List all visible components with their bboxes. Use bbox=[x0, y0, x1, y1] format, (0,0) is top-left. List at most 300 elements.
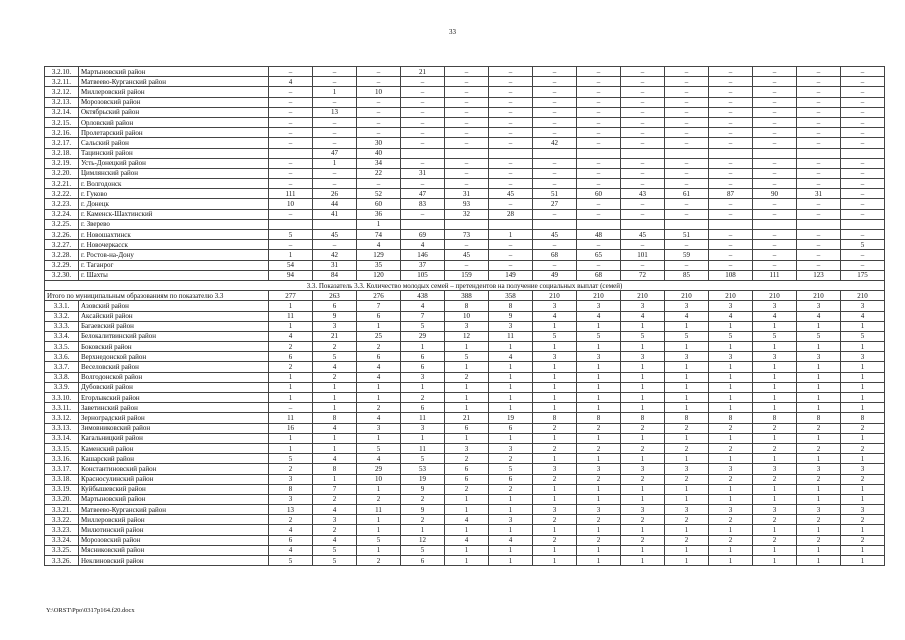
value-cell: 3 bbox=[797, 464, 841, 474]
value-cell: 1 bbox=[665, 545, 709, 555]
value-cell: 6 bbox=[445, 464, 489, 474]
municipality-name: Мясниковский район bbox=[79, 545, 269, 555]
row-number: 3.3.15. bbox=[45, 443, 79, 453]
value-cell: – bbox=[665, 199, 709, 209]
row-number: 3.3.19. bbox=[45, 484, 79, 494]
value-cell: 11 bbox=[401, 413, 445, 423]
value-cell: – bbox=[533, 87, 577, 97]
value-cell: 8 bbox=[709, 413, 753, 423]
value-cell: – bbox=[621, 97, 665, 107]
table-row bbox=[45, 454, 885, 464]
value-cell: 1 bbox=[489, 393, 533, 403]
value-cell: 60 bbox=[577, 189, 621, 199]
value-cell: 1 bbox=[797, 494, 841, 504]
value-cell: – bbox=[709, 138, 753, 148]
municipality-name: Кашарский район bbox=[79, 454, 269, 464]
value-cell: 68 bbox=[533, 250, 577, 260]
value-cell: 8 bbox=[445, 301, 489, 311]
value-cell: 1 bbox=[313, 393, 357, 403]
value-cell: 45 bbox=[445, 250, 489, 260]
value-cell: 1 bbox=[841, 403, 885, 413]
value-cell: 123 bbox=[797, 270, 841, 280]
value-cell: 49 bbox=[533, 270, 577, 280]
value-cell: 11 bbox=[357, 505, 401, 515]
row-number: 3.2.13. bbox=[45, 97, 79, 107]
value-cell: 2 bbox=[665, 423, 709, 433]
value-cell: 1 bbox=[841, 342, 885, 352]
value-cell: – bbox=[269, 168, 313, 178]
value-cell: 12 bbox=[401, 535, 445, 545]
value-cell: 1 bbox=[753, 494, 797, 504]
value-cell: 2 bbox=[577, 474, 621, 484]
value-cell: – bbox=[489, 77, 533, 87]
municipality-name: Красносулинский район bbox=[79, 474, 269, 484]
value-cell: 1 bbox=[753, 484, 797, 494]
value-cell: 2 bbox=[357, 556, 401, 566]
value-cell: 1 bbox=[841, 362, 885, 372]
value-cell: – bbox=[797, 158, 841, 168]
table-row bbox=[45, 230, 885, 240]
value-cell: 2 bbox=[709, 423, 753, 433]
value-cell: 2 bbox=[489, 484, 533, 494]
value-cell: – bbox=[533, 107, 577, 117]
value-cell: – bbox=[841, 179, 885, 189]
value-cell: 3 bbox=[445, 443, 489, 453]
value-cell: – bbox=[313, 117, 357, 127]
value-cell: 2 bbox=[753, 535, 797, 545]
value-cell: 37 bbox=[401, 260, 445, 270]
value-cell: 53 bbox=[401, 464, 445, 474]
value-cell bbox=[841, 219, 885, 229]
value-cell bbox=[709, 219, 753, 229]
value-cell: 6 bbox=[489, 423, 533, 433]
value-cell: 1 bbox=[577, 525, 621, 535]
value-cell: 74 bbox=[357, 230, 401, 240]
value-cell: – bbox=[445, 240, 489, 250]
value-cell: 5 bbox=[753, 331, 797, 341]
value-cell: – bbox=[709, 260, 753, 270]
value-cell: – bbox=[753, 230, 797, 240]
value-cell: 4 bbox=[313, 362, 357, 372]
value-cell: 1 bbox=[753, 372, 797, 382]
value-cell: – bbox=[533, 117, 577, 127]
table-row bbox=[45, 138, 885, 148]
value-cell: 1 bbox=[313, 403, 357, 413]
value-cell: – bbox=[753, 260, 797, 270]
value-cell: – bbox=[621, 77, 665, 87]
value-cell: – bbox=[621, 260, 665, 270]
value-cell: 5 bbox=[665, 331, 709, 341]
value-cell: 1 bbox=[621, 403, 665, 413]
value-cell: 7 bbox=[357, 301, 401, 311]
value-cell: 175 bbox=[841, 270, 885, 280]
value-cell: – bbox=[489, 199, 533, 209]
row-number: 3.2.11. bbox=[45, 77, 79, 87]
value-cell: 5 bbox=[577, 331, 621, 341]
value-cell: 93 bbox=[445, 199, 489, 209]
value-cell: 1 bbox=[577, 393, 621, 403]
value-cell: 1 bbox=[797, 454, 841, 464]
value-cell: 3 bbox=[665, 464, 709, 474]
value-cell: 5 bbox=[709, 331, 753, 341]
value-cell bbox=[533, 148, 577, 158]
value-cell: 1 bbox=[797, 525, 841, 535]
value-cell: – bbox=[533, 97, 577, 107]
value-cell: 1 bbox=[269, 321, 313, 331]
value-cell: – bbox=[489, 67, 533, 77]
municipality-name: Егорлыкский район bbox=[79, 393, 269, 403]
value-cell: 4 bbox=[665, 311, 709, 321]
value-cell: 2 bbox=[797, 515, 841, 525]
value-cell: 25 bbox=[357, 331, 401, 341]
value-cell: 1 bbox=[533, 556, 577, 566]
value-cell: – bbox=[445, 117, 489, 127]
value-cell: 2 bbox=[577, 443, 621, 453]
row-number: 3.2.21. bbox=[45, 179, 79, 189]
value-cell: 3 bbox=[621, 464, 665, 474]
total-value-cell: 277 bbox=[269, 291, 313, 301]
value-cell: 2 bbox=[357, 342, 401, 352]
row-number: 3.3.26. bbox=[45, 556, 79, 566]
value-cell: 3 bbox=[577, 301, 621, 311]
value-cell: 11 bbox=[269, 311, 313, 321]
value-cell: 3 bbox=[797, 352, 841, 362]
value-cell: 2 bbox=[269, 362, 313, 372]
value-cell: 4 bbox=[313, 423, 357, 433]
row-number: 3.2.10. bbox=[45, 67, 79, 77]
value-cell: 13 bbox=[269, 505, 313, 515]
value-cell: 2 bbox=[665, 535, 709, 545]
table-row bbox=[45, 189, 885, 199]
value-cell bbox=[797, 148, 841, 158]
value-cell: 1 bbox=[533, 454, 577, 464]
value-cell: – bbox=[797, 128, 841, 138]
value-cell: 6 bbox=[401, 556, 445, 566]
value-cell: 3 bbox=[665, 352, 709, 362]
value-cell: 4 bbox=[357, 240, 401, 250]
value-cell: 4 bbox=[797, 311, 841, 321]
value-cell: 8 bbox=[313, 464, 357, 474]
municipality-name: Мартыновский район bbox=[79, 67, 269, 77]
value-cell: 1 bbox=[841, 545, 885, 555]
value-cell: 6 bbox=[357, 311, 401, 321]
value-cell: – bbox=[665, 168, 709, 178]
value-cell: 16 bbox=[269, 423, 313, 433]
value-cell: 1 bbox=[709, 362, 753, 372]
value-cell: – bbox=[841, 128, 885, 138]
value-cell: 3 bbox=[621, 505, 665, 515]
value-cell: 54 bbox=[269, 260, 313, 270]
value-cell bbox=[401, 219, 445, 229]
value-cell: 3 bbox=[357, 423, 401, 433]
row-number: 3.3.24. bbox=[45, 535, 79, 545]
row-number: 3.2.23. bbox=[45, 199, 79, 209]
table-row bbox=[45, 362, 885, 372]
row-number: 3.3.14. bbox=[45, 433, 79, 443]
value-cell: 1 bbox=[269, 301, 313, 311]
value-cell: 2 bbox=[577, 515, 621, 525]
row-number: 3.3.5. bbox=[45, 342, 79, 352]
value-cell: – bbox=[357, 77, 401, 87]
value-cell: 6 bbox=[269, 535, 313, 545]
value-cell: – bbox=[489, 240, 533, 250]
value-cell: 1 bbox=[665, 372, 709, 382]
value-cell: 29 bbox=[357, 464, 401, 474]
value-cell: 1 bbox=[709, 545, 753, 555]
value-cell: – bbox=[577, 260, 621, 270]
value-cell bbox=[753, 219, 797, 229]
value-cell: 2 bbox=[401, 393, 445, 403]
value-cell: – bbox=[709, 209, 753, 219]
value-cell: 4 bbox=[489, 352, 533, 362]
value-cell: 1 bbox=[841, 494, 885, 504]
value-cell: – bbox=[357, 128, 401, 138]
value-cell: 1 bbox=[357, 433, 401, 443]
value-cell: 4 bbox=[533, 311, 577, 321]
value-cell: – bbox=[621, 179, 665, 189]
table-row bbox=[45, 67, 885, 77]
value-cell: – bbox=[269, 240, 313, 250]
value-cell: 2 bbox=[533, 474, 577, 484]
value-cell: – bbox=[577, 209, 621, 219]
value-cell: 1 bbox=[445, 556, 489, 566]
value-cell: 1 bbox=[533, 393, 577, 403]
table-row bbox=[45, 494, 885, 504]
value-cell: 1 bbox=[445, 494, 489, 504]
value-cell: – bbox=[269, 179, 313, 189]
row-number: 3.3.13. bbox=[45, 423, 79, 433]
value-cell: 2 bbox=[709, 535, 753, 545]
value-cell: 3 bbox=[841, 505, 885, 515]
table-row bbox=[45, 484, 885, 494]
value-cell: – bbox=[489, 107, 533, 117]
value-cell: 47 bbox=[401, 189, 445, 199]
row-number: 3.3.3. bbox=[45, 321, 79, 331]
value-cell: – bbox=[797, 97, 841, 107]
value-cell: – bbox=[621, 87, 665, 97]
table-row bbox=[45, 107, 885, 117]
row-number: 3.3.10. bbox=[45, 393, 79, 403]
value-cell: 1 bbox=[841, 484, 885, 494]
value-cell: 2 bbox=[797, 535, 841, 545]
value-cell: 1 bbox=[445, 362, 489, 372]
value-cell: 1 bbox=[577, 545, 621, 555]
municipality-name: Неклиновский район bbox=[79, 556, 269, 566]
value-cell: – bbox=[269, 209, 313, 219]
table-row bbox=[45, 301, 885, 311]
value-cell: 1 bbox=[841, 321, 885, 331]
value-cell: – bbox=[753, 199, 797, 209]
value-cell: 1 bbox=[665, 484, 709, 494]
value-cell: 1 bbox=[489, 382, 533, 392]
value-cell: 21 bbox=[445, 413, 489, 423]
value-cell: – bbox=[753, 87, 797, 97]
value-cell: – bbox=[797, 260, 841, 270]
value-cell: – bbox=[665, 77, 709, 87]
value-cell bbox=[269, 148, 313, 158]
value-cell: 1 bbox=[533, 525, 577, 535]
value-cell: 1 bbox=[621, 556, 665, 566]
value-cell: 1 bbox=[489, 372, 533, 382]
value-cell: 1 bbox=[753, 525, 797, 535]
value-cell: 1 bbox=[797, 372, 841, 382]
value-cell: – bbox=[797, 107, 841, 117]
value-cell: 72 bbox=[621, 270, 665, 280]
value-cell: 8 bbox=[577, 413, 621, 423]
value-cell: 159 bbox=[445, 270, 489, 280]
value-cell: 4 bbox=[269, 525, 313, 535]
value-cell: – bbox=[489, 250, 533, 260]
value-cell: 61 bbox=[665, 189, 709, 199]
value-cell: – bbox=[533, 168, 577, 178]
value-cell: – bbox=[269, 117, 313, 127]
value-cell: 8 bbox=[269, 484, 313, 494]
table-row bbox=[45, 270, 885, 280]
total-value-cell: 210 bbox=[841, 291, 885, 301]
value-cell: 3 bbox=[577, 464, 621, 474]
value-cell: – bbox=[577, 117, 621, 127]
value-cell: 2 bbox=[313, 342, 357, 352]
value-cell: – bbox=[577, 87, 621, 97]
value-cell: – bbox=[401, 97, 445, 107]
value-cell: 1 bbox=[753, 454, 797, 464]
value-cell: 4 bbox=[357, 372, 401, 382]
municipality-name: Азовский район bbox=[79, 301, 269, 311]
value-cell: 47 bbox=[313, 148, 357, 158]
value-cell: – bbox=[269, 87, 313, 97]
value-cell: 3 bbox=[797, 505, 841, 515]
value-cell: 2 bbox=[621, 515, 665, 525]
value-cell: 2 bbox=[709, 515, 753, 525]
value-cell: 1 bbox=[709, 321, 753, 331]
value-cell: 5 bbox=[401, 321, 445, 331]
value-cell: 3 bbox=[709, 464, 753, 474]
section-heading: 3.3. Показатель 3.3. Количество молодых семей – претендентов на получение социальных выплат (семей) bbox=[45, 280, 885, 290]
total-value-cell: 210 bbox=[709, 291, 753, 301]
value-cell: 1 bbox=[489, 545, 533, 555]
value-cell: 4 bbox=[401, 301, 445, 311]
total-row bbox=[45, 291, 885, 301]
value-cell: 1 bbox=[577, 484, 621, 494]
value-cell: 1 bbox=[665, 321, 709, 331]
table-row bbox=[45, 535, 885, 545]
value-cell: 111 bbox=[753, 270, 797, 280]
value-cell: – bbox=[841, 77, 885, 87]
value-cell: 1 bbox=[489, 556, 533, 566]
value-cell bbox=[621, 219, 665, 229]
value-cell: 43 bbox=[621, 189, 665, 199]
value-cell: – bbox=[445, 67, 489, 77]
value-cell: – bbox=[533, 128, 577, 138]
table-row bbox=[45, 117, 885, 127]
value-cell: – bbox=[841, 117, 885, 127]
value-cell: – bbox=[841, 97, 885, 107]
value-cell: – bbox=[797, 168, 841, 178]
value-cell: – bbox=[489, 97, 533, 107]
value-cell: 4 bbox=[269, 545, 313, 555]
value-cell: 5 bbox=[313, 545, 357, 555]
total-value-cell: 210 bbox=[753, 291, 797, 301]
value-cell: 1 bbox=[709, 556, 753, 566]
value-cell: 1 bbox=[577, 494, 621, 504]
value-cell: 4 bbox=[357, 413, 401, 423]
value-cell: 2 bbox=[621, 474, 665, 484]
value-cell: 120 bbox=[357, 270, 401, 280]
value-cell: 32 bbox=[445, 209, 489, 219]
value-cell: 1 bbox=[709, 393, 753, 403]
row-number: 3.2.15. bbox=[45, 117, 79, 127]
value-cell bbox=[445, 148, 489, 158]
value-cell: 83 bbox=[401, 199, 445, 209]
value-cell: 1 bbox=[357, 484, 401, 494]
value-cell: 2 bbox=[665, 515, 709, 525]
value-cell: 1 bbox=[753, 433, 797, 443]
value-cell: 3 bbox=[841, 464, 885, 474]
value-cell: 1 bbox=[665, 393, 709, 403]
value-cell: 5 bbox=[269, 230, 313, 240]
value-cell: – bbox=[753, 128, 797, 138]
value-cell: 2 bbox=[577, 423, 621, 433]
row-number: 3.3.2. bbox=[45, 311, 79, 321]
value-cell: 5 bbox=[841, 331, 885, 341]
total-value-cell: 210 bbox=[797, 291, 841, 301]
value-cell: 4 bbox=[269, 77, 313, 87]
value-cell: 3 bbox=[709, 301, 753, 311]
value-cell: 9 bbox=[489, 311, 533, 321]
value-cell: 4 bbox=[445, 515, 489, 525]
municipality-name: г. Таганрог bbox=[79, 260, 269, 270]
value-cell: 11 bbox=[269, 413, 313, 423]
municipality-name: г. Новошахтинск bbox=[79, 230, 269, 240]
municipality-name: г. Шахты bbox=[79, 270, 269, 280]
value-cell: 6 bbox=[269, 352, 313, 362]
value-cell: 2 bbox=[577, 535, 621, 545]
value-cell: – bbox=[445, 77, 489, 87]
value-cell: – bbox=[533, 260, 577, 270]
value-cell: 1 bbox=[577, 321, 621, 331]
value-cell: 45 bbox=[489, 189, 533, 199]
value-cell: – bbox=[709, 230, 753, 240]
value-cell: 2 bbox=[313, 372, 357, 382]
value-cell: – bbox=[313, 179, 357, 189]
value-cell: – bbox=[841, 138, 885, 148]
value-cell: – bbox=[841, 199, 885, 209]
value-cell: – bbox=[753, 77, 797, 87]
value-cell bbox=[401, 148, 445, 158]
value-cell: 2 bbox=[533, 423, 577, 433]
value-cell: – bbox=[401, 158, 445, 168]
table-row bbox=[45, 393, 885, 403]
value-cell: 1 bbox=[797, 382, 841, 392]
value-cell: 21 bbox=[313, 331, 357, 341]
value-cell: 5 bbox=[357, 443, 401, 453]
value-cell: – bbox=[797, 138, 841, 148]
value-cell: 1 bbox=[577, 403, 621, 413]
value-cell: 1 bbox=[313, 158, 357, 168]
municipality-name: Миллеровский район bbox=[79, 87, 269, 97]
value-cell: 21 bbox=[401, 67, 445, 77]
value-cell: 1 bbox=[753, 545, 797, 555]
value-cell: 2 bbox=[445, 372, 489, 382]
value-cell: – bbox=[269, 67, 313, 77]
value-cell: – bbox=[753, 138, 797, 148]
value-cell: 1 bbox=[665, 433, 709, 443]
value-cell: 85 bbox=[665, 270, 709, 280]
value-cell: 3 bbox=[753, 464, 797, 474]
value-cell: 3 bbox=[753, 352, 797, 362]
municipality-name: Константиновский район bbox=[79, 464, 269, 474]
value-cell: 1 bbox=[577, 342, 621, 352]
